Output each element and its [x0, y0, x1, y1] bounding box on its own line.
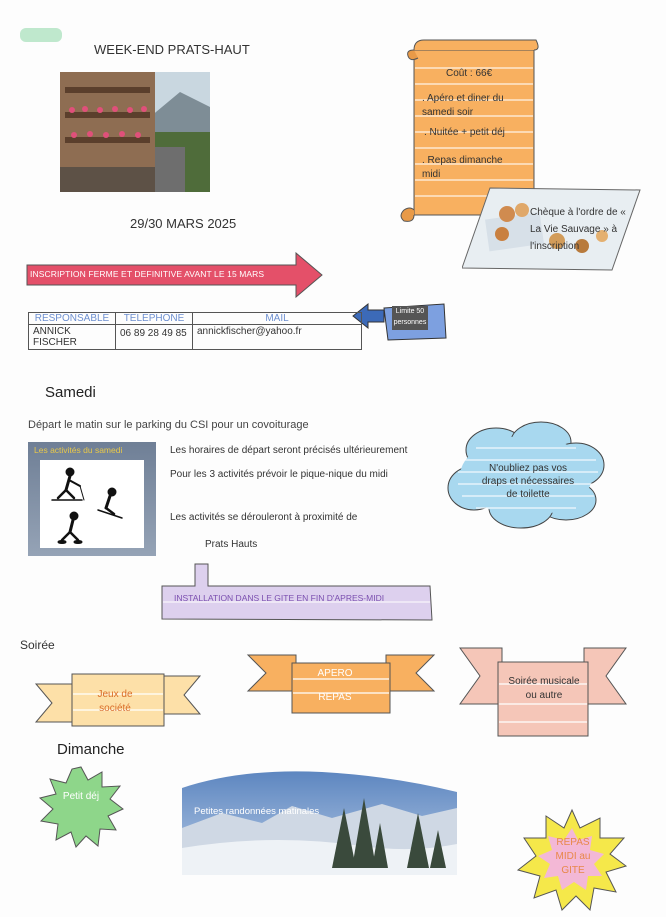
cost-item: Coût : 66€ [446, 68, 493, 79]
activities-label: Les activités du samedi [34, 445, 123, 455]
ribbon-apero-line1: APERO [317, 668, 353, 679]
cost-item: . Repas dimanche midi [422, 155, 503, 180]
cost-item: . Nuitée + petit déj [424, 127, 505, 138]
page-title: WEEK-END PRATS-HAUT [94, 42, 250, 57]
ribbon-apero [246, 645, 436, 717]
header-mail: MAIL [193, 313, 362, 325]
starburst-petit-dej-text: Petit déj [62, 791, 100, 802]
dimanche-heading: Dimanche [57, 741, 125, 758]
chalet-photo [60, 72, 210, 192]
event-dates: 29/30 MARS 2025 [130, 216, 237, 231]
contact-table [28, 312, 362, 350]
inscription-banner-text: INSCRIPTION FERME ET DEFINITIVE AVANT LE 15 MARS [30, 269, 265, 279]
ribbon-jeux-text: Jeux de société [97, 689, 133, 714]
cell-telephone: 06 89 28 49 85 [116, 325, 193, 350]
ribbon-soiree-text: Soirée musicale ou autre [508, 676, 580, 701]
samedi-line3: Les activités se dérouleront à proximité de [170, 512, 358, 523]
samedi-line1: Les horaires de départ seront précisés ultérieurement [170, 445, 408, 456]
cheque-text: Chèque à l'ordre de « La Vie Sauvage » à l'inscription [530, 207, 626, 252]
marker-smudge [20, 28, 62, 42]
cloud-text: N'oubliez pas vos draps et nécessaires de toilette [481, 463, 575, 500]
hike-text: Petites randonnées matinales [194, 806, 320, 817]
samedi-intro: Départ le matin sur le parking du CSI pour un covoiturage [28, 419, 309, 431]
cost-item: . Apéro et diner du samedi soir [422, 93, 504, 118]
samedi-line2: Pour les 3 activités prévoir le pique-nique du midi [170, 469, 388, 480]
cell-mail: annickfischer@yahoo.fr [193, 325, 362, 350]
ribbon-apero-line2: REPAS [318, 692, 352, 703]
samedi-line4: Prats Hauts [205, 539, 258, 550]
ski-activity-icons [50, 464, 134, 544]
hike-photo [182, 768, 457, 875]
activities-image [28, 442, 156, 556]
installation-bar [160, 562, 435, 622]
header-telephone: TELEPHONE [116, 313, 193, 325]
starburst-repas-text: REPAS MIDI au GITE [555, 837, 591, 876]
header-responsable: RESPONSABLE [29, 313, 116, 325]
cell-responsable: ANNICK FISCHER [29, 325, 116, 350]
samedi-heading: Samedi [45, 384, 96, 401]
starburst-petit-dej [38, 766, 124, 848]
limit-note: Limite 50 personnes [393, 308, 427, 326]
installation-text: INSTALLATION DANS LE GITE EN FIN D'APRES-MIDI [174, 593, 385, 603]
soiree-heading: Soirée [20, 638, 55, 652]
